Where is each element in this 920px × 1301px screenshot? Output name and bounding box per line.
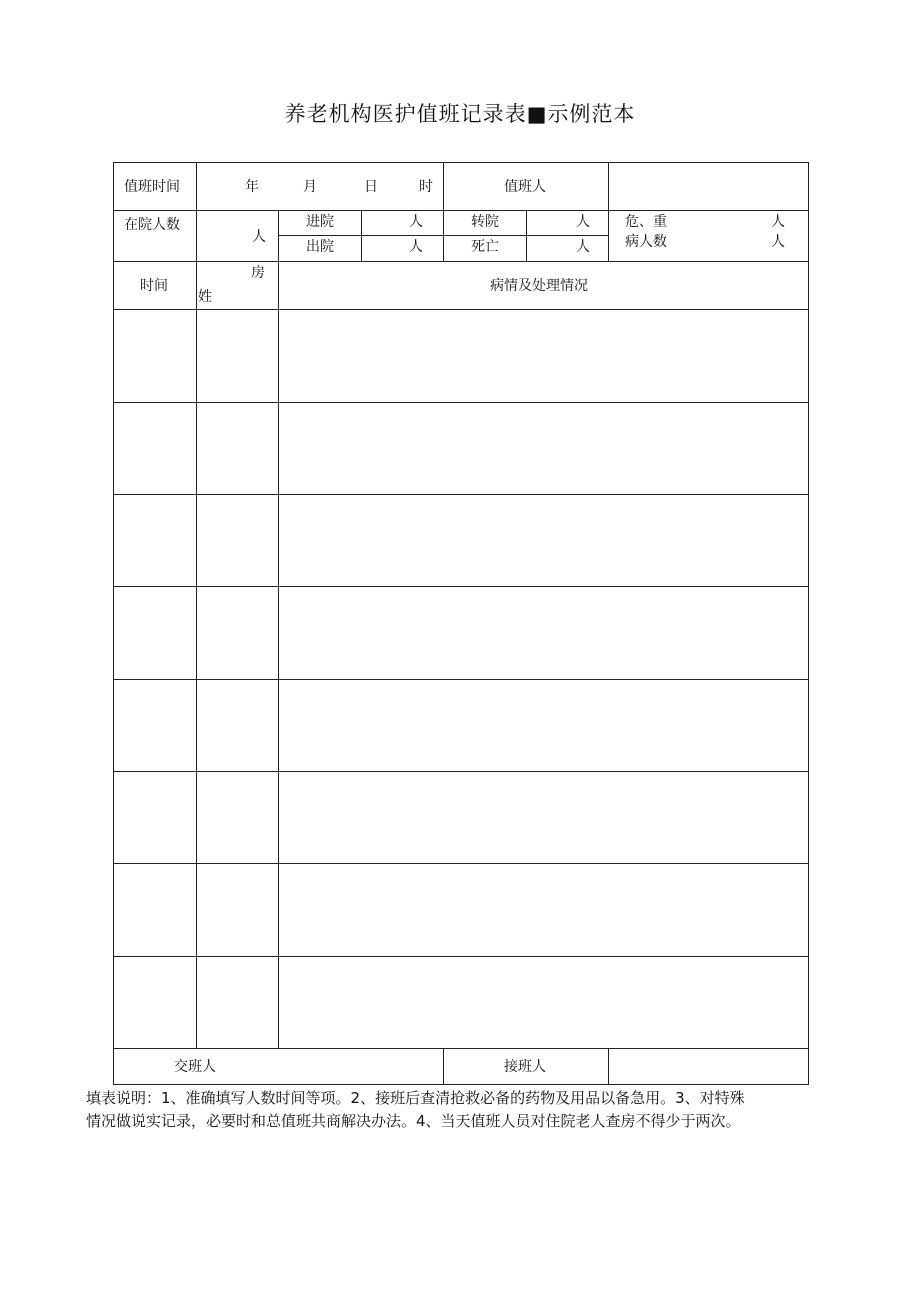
instructions-line: 情况做说实记录，必要时和总值班共商解决办法。4、当天值班人员对住院老人查房不得少于两次。 <box>86 1112 741 1130</box>
month-label: 月 <box>303 179 317 195</box>
discharged-unit: 人 <box>409 239 423 255</box>
on-duty-label: 值班人 <box>504 179 546 195</box>
discharged-label: 出院 <box>306 239 334 255</box>
deceased-label: 死亡 <box>471 239 499 255</box>
col-divider <box>608 163 609 261</box>
name-column-header: 姓 <box>198 289 212 305</box>
row-divider <box>114 863 808 864</box>
row-divider <box>114 309 808 310</box>
col-divider <box>443 210 444 261</box>
row-divider <box>114 494 808 495</box>
col-divider <box>608 1048 609 1084</box>
takeover-label: 接班人 <box>504 1059 546 1075</box>
in-house-unit: 人 <box>252 229 266 245</box>
row-divider <box>114 771 808 772</box>
time-column-header: 时间 <box>140 278 168 294</box>
admitted-unit: 人 <box>409 214 423 230</box>
page-title: 养老机构医护值班记录表■示例范本 <box>284 102 636 126</box>
row-divider <box>114 261 808 262</box>
hour-label: 时 <box>419 179 433 195</box>
row-divider <box>114 1048 808 1049</box>
row-divider <box>114 402 808 403</box>
row-divider <box>114 956 808 957</box>
critical-label: 危、重 <box>625 214 667 230</box>
critical-count-unit: 人 <box>771 234 785 250</box>
admitted-label: 进院 <box>306 214 334 230</box>
year-label: 年 <box>245 179 259 195</box>
critical-count-label: 病人数 <box>625 234 667 250</box>
col-divider <box>196 261 197 1048</box>
col-divider <box>196 163 197 261</box>
col-divider <box>526 210 527 261</box>
deceased-unit: 人 <box>576 239 590 255</box>
instructions-line: 填表说明：1、准确填写人数时间等项。2、接班后查清抢救必备的药物及用品以备急用。3、对特殊 <box>86 1089 745 1107</box>
duty-record-form <box>113 162 809 1085</box>
condition-column-header: 病情及处理情况 <box>490 278 588 294</box>
col-divider <box>443 1048 444 1084</box>
day-label: 日 <box>364 179 378 195</box>
transferred-label: 转院 <box>471 214 499 230</box>
duty-time-label: 值班时间 <box>124 179 180 195</box>
col-divider <box>443 163 444 210</box>
row-divider <box>114 679 808 680</box>
col-divider <box>278 210 279 1048</box>
critical-unit: 人 <box>771 214 785 230</box>
transferred-unit: 人 <box>576 214 590 230</box>
row-divider <box>114 586 808 587</box>
handover-label: 交班人 <box>174 1059 216 1075</box>
in-house-count-label: 在院人数 <box>124 217 180 233</box>
room-column-header: 房 <box>251 265 265 281</box>
col-divider <box>361 210 362 261</box>
row-divider <box>114 210 808 211</box>
instructions-note <box>86 1087 836 1133</box>
